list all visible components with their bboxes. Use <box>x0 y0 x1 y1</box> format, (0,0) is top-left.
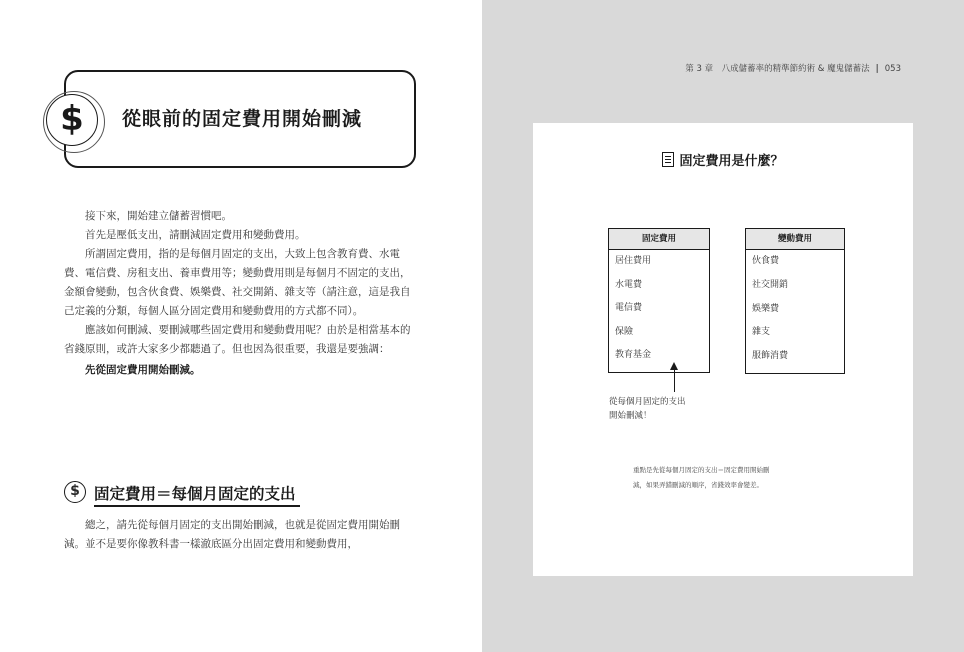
caption-line: 從每個月固定的支出 <box>609 397 686 407</box>
section-title: 從眼前的固定費用開始刪減 <box>122 108 363 130</box>
heading-underline <box>94 505 300 507</box>
table-item: 社交開銷 <box>752 279 789 290</box>
card-note <box>633 463 833 493</box>
arrow-shaft <box>674 368 675 392</box>
dollar-circle-icon: $ <box>64 481 86 503</box>
subsection-title: 固定費用＝每個月固定的支出 <box>94 485 296 503</box>
arrow-caption <box>609 395 686 423</box>
paragraph: 總之，請先從每個月固定的支出開始刪減，也就是從固定費用開始刪減。並不是要你像教科書一樣澈底區分出固定費用和變動費用， <box>64 519 400 550</box>
table-header: 固定費用 <box>609 229 709 250</box>
note-line: 減，如果弄錯刪減的順序，省錢效率會變差。 <box>633 481 763 489</box>
subsection-heading <box>64 481 304 507</box>
card-title-text: 固定費用是什麼？ <box>679 154 784 169</box>
card-title <box>533 150 913 169</box>
table-item: 居住費用 <box>615 256 652 266</box>
table-item: 雜支 <box>752 327 771 338</box>
table-item: 伙食費 <box>752 256 780 266</box>
paragraph: 接下來，開始建立儲蓄習慣吧。 <box>85 210 232 222</box>
table-item: 娛樂費 <box>752 303 780 314</box>
dollar-coin-icon <box>46 94 98 146</box>
table-item: 教育基金 <box>615 350 652 360</box>
running-header <box>685 62 901 74</box>
page-number: 053 <box>884 64 901 74</box>
infographic-card <box>533 123 913 576</box>
variable-cost-table <box>745 228 845 374</box>
table-item: 電信費 <box>615 303 643 313</box>
body-text <box>64 207 420 380</box>
header-separator: | <box>875 64 879 74</box>
paragraph: 首先是壓低支出，請刪減固定費用和變動費用。 <box>85 229 306 241</box>
fixed-cost-table <box>608 228 710 373</box>
chapter-title: 第 3 章 八成儲蓄率的精準節約術 & 魔鬼儲蓄法 <box>685 64 870 74</box>
dollar-sign-icon: $ <box>60 99 84 139</box>
paragraph: 所謂固定費用，指的是每個月固定的支出，大致上包含教育費、水電費、電信費、房租支出、養車費用等；變動費用則是每個月不固定的支出，金額會變動，包含伙食費、娛樂費、社交開銷、雜支等（請注意，這是我自己定義的分類，每個人區分固定費用和變動費用的方式都不同）。 <box>64 248 411 317</box>
body-text-continued <box>64 516 420 554</box>
table-item: 水電費 <box>615 279 643 290</box>
caption-line: 開始刪減！ <box>609 411 652 421</box>
document-icon <box>662 152 674 167</box>
emphasis-line: 先從固定費用開始刪減。 <box>85 364 201 376</box>
paragraph: 應該如何刪減、要刪減哪些固定費用和變動費用呢？由於是相當基本的省錢原則，或許大家多少都聽過了。但也因為很重要，我還是要強調： <box>64 324 411 355</box>
table-header: 變動費用 <box>746 229 844 250</box>
table-item: 保險 <box>615 326 634 337</box>
table-item: 服飾消費 <box>752 351 789 362</box>
note-line: 重點是先從每個月固定的支出＝固定費用開始刪 <box>633 466 770 474</box>
